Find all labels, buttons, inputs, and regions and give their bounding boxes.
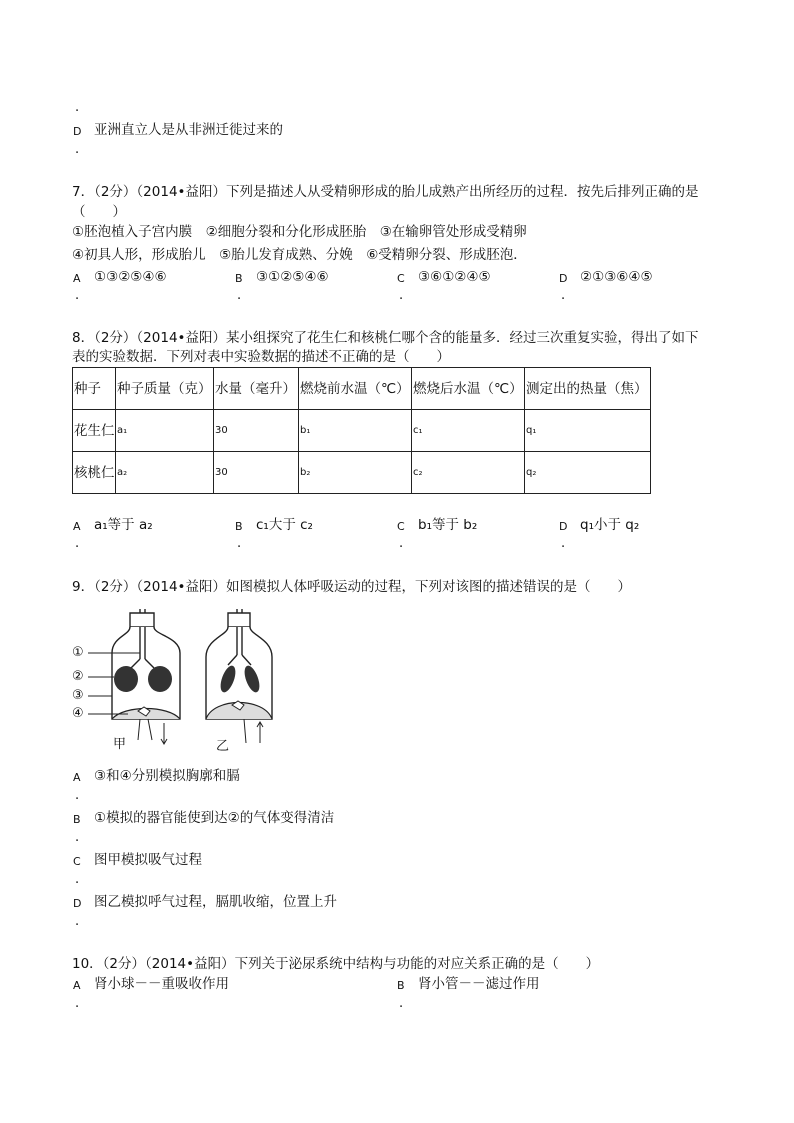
breathing-model-figure — [68, 605, 298, 755]
table-header-cell: 种子质量（克） — [116, 368, 214, 410]
q9-option-a-text: ③和④分别模拟胸廓和膈 — [94, 768, 240, 784]
marker-2: ② — [72, 669, 84, 684]
q7-dot-d: . — [561, 288, 566, 303]
q10-dot-a: . — [75, 996, 80, 1011]
q7-option-b-letter: B — [235, 272, 243, 285]
q9-dot-d: . — [75, 914, 80, 929]
q10-dot-b: . — [399, 996, 404, 1011]
q8-option-d-letter: D — [559, 520, 568, 533]
q7-stem-line2: （ ） — [72, 204, 126, 220]
q7-stem-line1: 7．（2分）（2014•益阳）下列是描述人从受精卵形成的胎儿成熟产出所经历的过程．按先后排列正确的是 — [72, 184, 699, 200]
q9-option-d-text: 图乙模拟呼气过程，膈肌收缩，位置上升 — [94, 894, 337, 910]
q7-option-a-letter: A — [73, 272, 81, 285]
table-header-cell: 种子 — [73, 368, 116, 410]
caption-left: 甲 — [113, 737, 127, 752]
table-cell: 30 — [214, 410, 299, 452]
q8-stem-line2: 表的实验数据．下列对表中实验数据的描述不正确的是（ ） — [72, 349, 450, 365]
q9-option-b-letter: B — [73, 813, 81, 826]
table-cell: a₁ — [116, 410, 214, 452]
jar-right — [206, 609, 272, 743]
q7-dot-c: . — [399, 288, 404, 303]
caption-right: 乙 — [216, 739, 230, 754]
table-cell: c₁ — [412, 410, 525, 452]
q9-option-b-text: ①模拟的器官能使到达②的气体变得清洁 — [94, 810, 335, 826]
marker-3: ③ — [72, 688, 84, 703]
q10-stem: 10．（2分）（2014•益阳）下列关于泌尿系统中结构与功能的对应关系正确的是（ ） — [72, 956, 600, 972]
q8-dot-d: . — [561, 536, 566, 551]
q9-dot-b: . — [75, 830, 80, 845]
q9-dot-a: . — [75, 788, 80, 803]
q6-dot-bottom: . — [75, 142, 80, 157]
q7-option-d-letter: D — [559, 272, 568, 285]
q8-dot-c: . — [399, 536, 404, 551]
q7-option-a-text: ①③②⑤④⑥ — [94, 269, 167, 285]
table-header-cell: 燃烧后水温（℃） — [412, 368, 525, 410]
q8-option-a-text: a₁等于 a₂ — [94, 517, 153, 533]
q9-option-c-text: 图甲模拟吸气过程 — [94, 852, 202, 868]
q8-dot-a: . — [75, 536, 80, 551]
marker-1: ① — [72, 645, 84, 660]
q8-option-a-letter: A — [73, 520, 81, 533]
q9-option-d-letter: D — [73, 897, 82, 910]
q8-option-c-letter: C — [397, 520, 405, 533]
q7-dot-b: . — [237, 288, 242, 303]
q8-option-b-text: c₁大于 c₂ — [256, 517, 313, 533]
table-header-cell: 水量（毫升） — [214, 368, 299, 410]
table-row — [73, 452, 651, 494]
q10-option-a-text: 肾小球－－重吸收作用 — [94, 976, 229, 992]
table-cell: b₁ — [299, 410, 412, 452]
q9-stem: 9．（2分）（2014•益阳）如图模拟人体呼吸运动的过程，下列对该图的描述错误的是（ ） — [72, 579, 631, 595]
q7-option-c-text: ③⑥①②④⑤ — [418, 269, 491, 285]
marker-4: ④ — [72, 706, 84, 721]
table-cell: 30 — [214, 452, 299, 494]
q6-dot-top: . — [75, 100, 80, 115]
q7-items-line1: ①胚泡植入子宫内膜 ②细胞分裂和分化形成胚胎 ③在输卵管处形成受精卵 — [72, 224, 527, 240]
table-header-cell: 燃烧前水温（℃） — [299, 368, 412, 410]
q10-option-a-letter: A — [73, 979, 81, 992]
jar-left — [112, 609, 180, 744]
q10-option-b-text: 肾小管－－滤过作用 — [418, 976, 540, 992]
table-cell: q₂ — [525, 452, 651, 494]
table-cell-seed: 花生仁 — [73, 410, 116, 452]
table-cell: b₂ — [299, 452, 412, 494]
q6-option-d-text: 亚洲直立人是从非洲迁徙过来的 — [94, 122, 283, 138]
q7-option-c-letter: C — [397, 272, 405, 285]
q8-dot-b: . — [237, 536, 242, 551]
q8-stem-line1: 8．（2分）（2014•益阳）某小组探究了花生仁和核桃仁哪个含的能量多．经过三次重复实验，得出了如下 — [72, 330, 699, 346]
table-cell: c₂ — [412, 452, 525, 494]
q8-option-d-text: q₁小于 q₂ — [580, 517, 640, 533]
table-header-row — [73, 368, 651, 410]
q8-option-c-text: b₁等于 b₂ — [418, 517, 478, 533]
q7-option-b-text: ③①②⑤④⑥ — [256, 269, 329, 285]
q9-dot-c: . — [75, 872, 80, 887]
table-header-cell: 测定出的热量（焦） — [525, 368, 651, 410]
q9-option-a-letter: A — [73, 771, 81, 784]
q6-option-d-letter: D — [73, 125, 82, 138]
table-row — [73, 410, 651, 452]
table-cell: a₂ — [116, 452, 214, 494]
q10-option-b-letter: B — [397, 979, 405, 992]
q7-option-d-text: ②①③⑥④⑤ — [580, 269, 653, 285]
q8-option-b-letter: B — [235, 520, 243, 533]
q7-items-line2: ④初具人形，形成胎儿 ⑤胎儿发育成熟、分娩 ⑥受精卵分裂、形成胚泡． — [72, 247, 527, 263]
q9-option-c-letter: C — [73, 855, 81, 868]
q7-dot-a: . — [75, 288, 80, 303]
table-cell-seed: 核桃仁 — [73, 452, 116, 494]
table-cell: q₁ — [525, 410, 651, 452]
experiment-table — [72, 367, 651, 494]
